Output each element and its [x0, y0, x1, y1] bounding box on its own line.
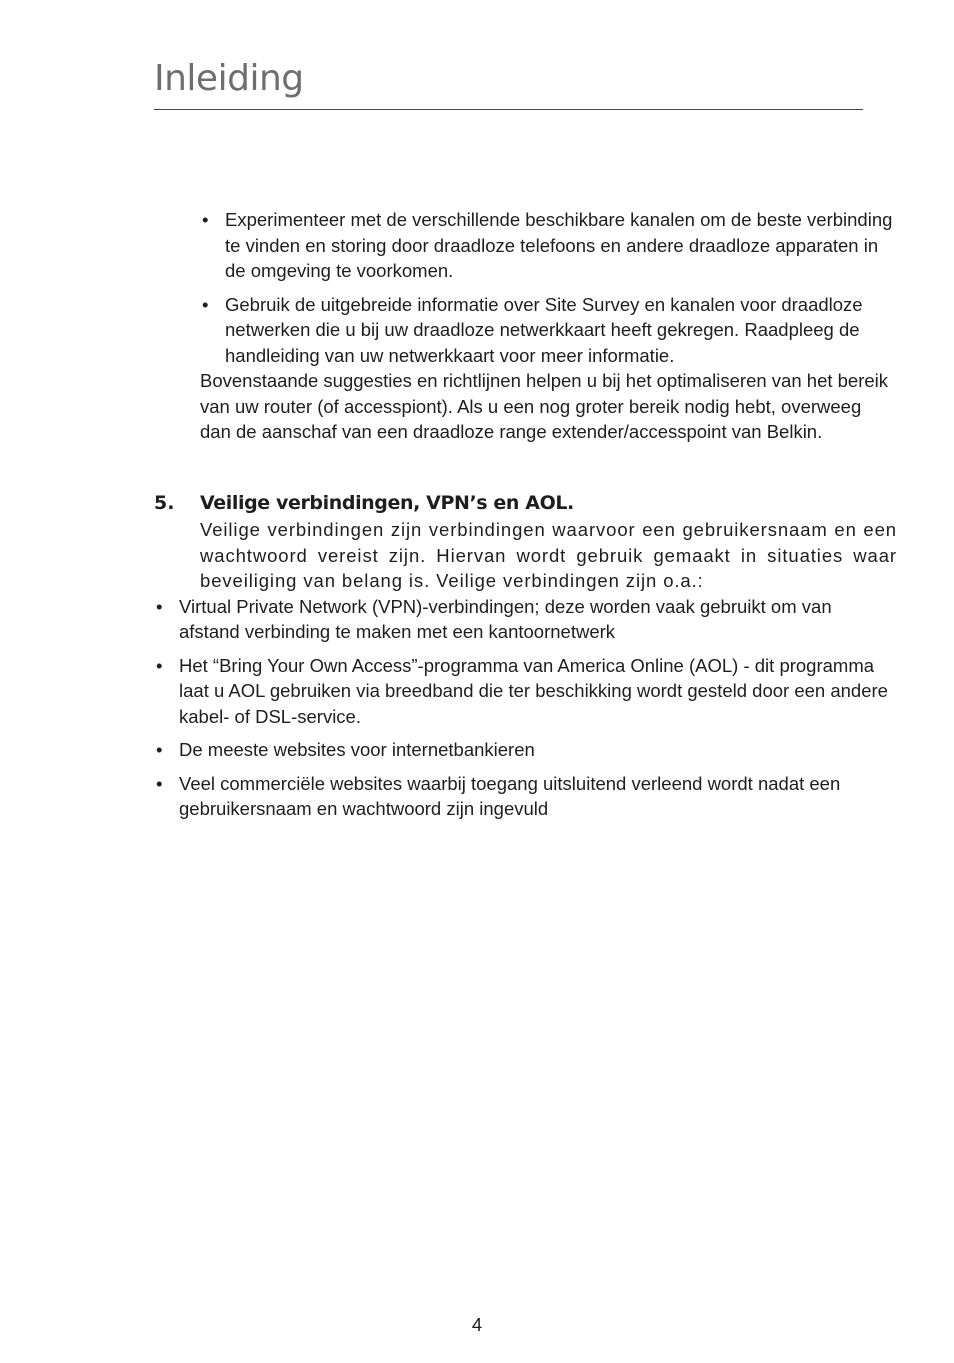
bullet-icon: •	[202, 209, 209, 230]
page-title: Inleiding	[154, 58, 304, 99]
bullet-icon: •	[156, 772, 163, 794]
bullet-icon: •	[156, 739, 163, 760]
list-item	[200, 207, 897, 284]
list-item-text: De meeste websites voor internetbankieren	[179, 739, 535, 760]
title-divider	[154, 109, 863, 110]
list-item	[200, 292, 897, 369]
page-number: 4	[471, 1314, 483, 1335]
section-body: Veilige verbindingen zijn verbindingen waarvoor een gebruikersnaam en een wachtwoord vereist zijn. Hiervan wordt gebruik gemaakt in situaties waar beveiliging van belang is. Veilige verbindingen zijn o.a.:	[200, 519, 897, 591]
list-item	[154, 653, 897, 730]
intro-paragraph: Bovenstaande suggesties en richtlijnen helpen u bij het optimaliseren van het bereik van uw router (of accesspiont). Als u een nog groter bereik nodig hebt, overweeg dan de aanschaf van een draadloze range extender/accesspoint van Belkin.	[200, 370, 889, 442]
section-bullet-list	[154, 594, 897, 822]
intro-content	[200, 207, 897, 445]
section-heading	[154, 490, 897, 516]
list-item	[154, 771, 897, 822]
bullet-icon: •	[156, 654, 163, 676]
list-item-text: Gebruik de uitgebreide informatie over Site Survey en kanalen voor draadloze netwerken die u bij uw draadloze netwerkkaart heeft gekregen. Raadpleeg de handleiding van uw netwerkkaart voor meer informatie.	[225, 293, 863, 366]
list-item	[154, 737, 897, 763]
list-item-text: Virtual Private Network (VPN)-verbindingen; deze worden vaak gebruikt om van afstand verbinding te maken met een kantoornetwerk	[179, 595, 832, 642]
bullet-icon: •	[156, 595, 163, 617]
bullet-icon: •	[202, 293, 209, 315]
section-secure-connections	[154, 490, 897, 822]
intro-bullet-list	[200, 207, 897, 368]
section-title: Veilige verbindingen, VPN’s en AOL.	[200, 492, 574, 514]
list-item-text: Het “Bring Your Own Access”-programma van America Online (AOL) - dit programma laat u AOL gebruiken via breedband die ter beschikking wordt gesteld door een andere kabel- of DSL-service.	[179, 654, 888, 727]
list-item-text: Veel commerciële websites waarbij toegang uitsluitend verleend wordt nadat een gebruikersnaam en wachtwoord zijn ingevuld	[179, 772, 841, 819]
list-item-text: Experimenteer met de verschillende beschikbare kanalen om de beste verbinding te vinden en storing door draadloze telefoons en andere draadloze apparaten in de omgeving te voorkomen.	[225, 209, 893, 281]
section-number: 5.	[154, 492, 175, 514]
list-item	[154, 594, 897, 645]
